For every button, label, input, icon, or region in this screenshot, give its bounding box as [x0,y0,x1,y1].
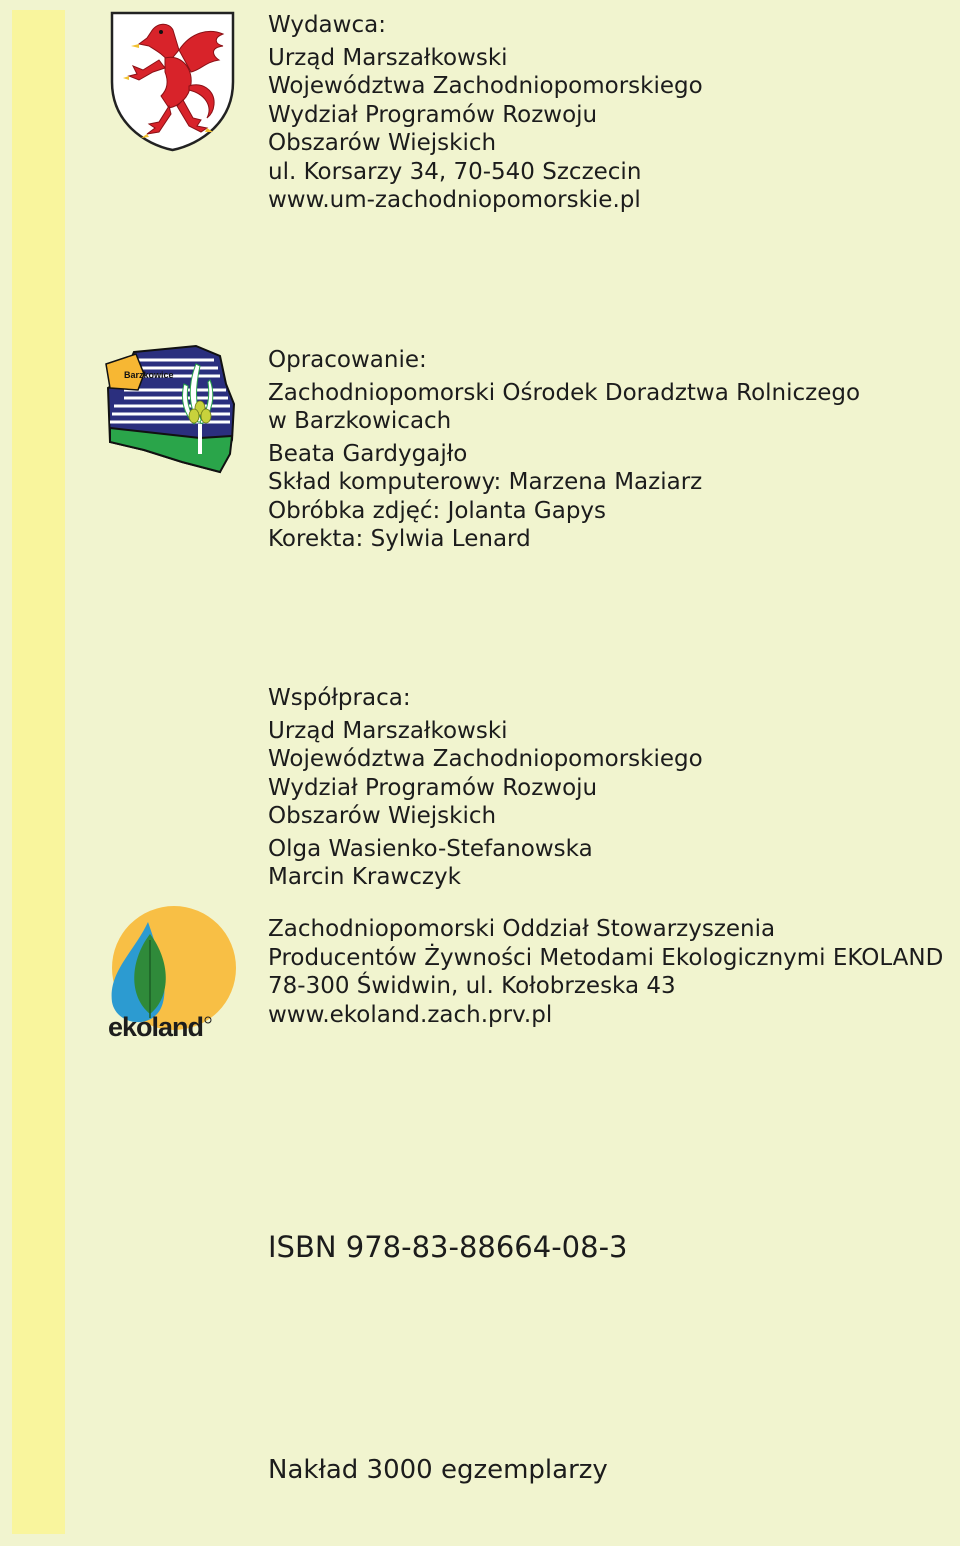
cooperation-org-line: Urząd Marszałkowski [268,717,508,744]
cooperation-heading: Współpraca: [268,685,411,711]
cooperation-org-line: Województwa Zachodniopomorskiego [268,746,703,772]
odr-barzkowice-logo [104,344,240,474]
coat-of-arms-logo [109,10,236,152]
publisher-line: Urząd Marszałkowski [268,44,508,71]
isbn-number: ISBN 978-83-88664-08-3 [268,1230,628,1264]
side-stripe [12,10,65,1534]
ekoland-logo-label: ekoland [108,1012,204,1038]
preparation-heading: Opracowanie: [268,347,427,373]
preparation-proofreading: Korekta: Sylwia Lenard [268,526,531,552]
ekoland-org-line: Producentów Żywności Metodami Ekologicznymi EKOLAND [268,944,944,971]
publisher-website: www.um-zachodniopomorskie.pl [268,187,641,213]
cooperation-org-line: Wydział Programów Rozwoju [268,774,598,801]
cooperation-block [268,684,703,892]
publisher-line: Wydział Programów Rozwoju [268,101,598,128]
publisher-heading: Wydawca: [268,12,386,38]
publisher-line: Obszarów Wiejskich [268,130,497,156]
ekoland-website: www.ekoland.zach.prv.pl [268,1001,553,1028]
cooperation-org-line: Obszarów Wiejskich [268,803,497,829]
odr-logo-label: Barzkowice [124,370,174,380]
preparation-org-line: w Barzkowicach [268,408,452,434]
cooperation-person: Marcin Krawczyk [268,864,461,890]
publisher-line: Województwa Zachodniopomorskiego [268,73,703,99]
preparation-photo-editing: Obróbka zdjęć: Jolanta Gapys [268,497,607,524]
publisher-block [268,11,703,215]
preparation-org-line: Zachodniopomorski Ośrodek Doradztwa Rolniczego [268,379,861,406]
cooperation-person: Olga Wasienko-Stefanowska [268,835,593,862]
preparation-author: Beata Gardygajło [268,440,468,467]
ekoland-logo [104,906,240,1038]
preparation-block [268,346,860,554]
preparation-typesetting: Skład komputerowy: Marzena Maziarz [268,469,703,495]
ekoland-block [268,915,943,1029]
print-run: Nakład 3000 egzemplarzy [268,1455,608,1485]
publisher-address: ul. Korsarzy 34, 70-540 Szczecin [268,158,642,185]
ekoland-org-line: Zachodniopomorski Oddział Stowarzyszenia [268,916,776,942]
ekoland-address: 78-300 Świdwin, ul. Kołobrzeska 43 [268,973,676,999]
